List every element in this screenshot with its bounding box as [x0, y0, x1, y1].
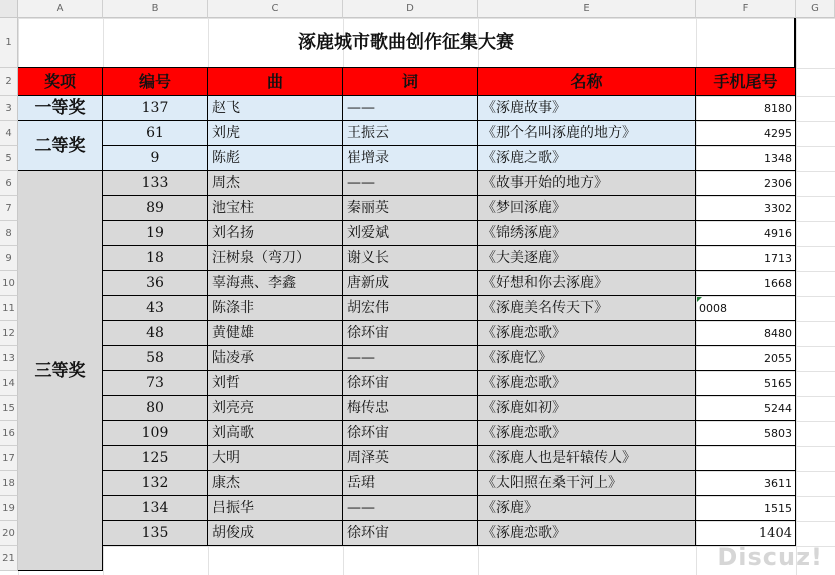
entry-name[interactable]: 《大美逐鹿》	[478, 246, 696, 271]
row-header-5[interactable]: 5	[0, 146, 18, 171]
entry-number[interactable]: 89	[103, 196, 208, 221]
entry-number[interactable]: 61	[103, 121, 208, 146]
row-header-17[interactable]: 17	[0, 446, 18, 471]
entry-name[interactable]: 《太阳照在桑干河上》	[478, 471, 696, 496]
entry-name[interactable]: 《涿鹿恋歌》	[478, 371, 696, 396]
entry-music[interactable]: 刘名扬	[208, 221, 343, 246]
entry-name[interactable]: 《涿鹿恋歌》	[478, 321, 696, 346]
entry-name[interactable]: 《涿鹿恋歌》	[478, 421, 696, 446]
entry-number[interactable]: 18	[103, 246, 208, 271]
entry-music[interactable]: 康杰	[208, 471, 343, 496]
row-header-8[interactable]: 8	[0, 221, 18, 246]
entry-phone[interactable]: 1404	[696, 521, 796, 546]
entry-phone[interactable]: 1348	[696, 146, 796, 171]
entry-music[interactable]: 胡俊成	[208, 521, 343, 546]
entry-name[interactable]: 《涿鹿之歌》	[478, 146, 696, 171]
phone-header[interactable]: 手机尾号	[696, 68, 796, 96]
entry-lyrics[interactable]: ——	[343, 171, 478, 196]
entry-lyrics[interactable]: 崔增录	[343, 146, 478, 171]
entry-music[interactable]: 陈涤非	[208, 296, 343, 321]
award-third[interactable]: 三等奖	[18, 171, 103, 571]
row-header-7[interactable]: 7	[0, 196, 18, 221]
entry-name[interactable]: 《涿鹿恋歌》	[478, 521, 696, 546]
entry-phone[interactable]: 5244	[696, 396, 796, 421]
entry-number[interactable]: 109	[103, 421, 208, 446]
select-all-corner[interactable]	[0, 0, 18, 18]
row-header-19[interactable]: 19	[0, 496, 18, 521]
entry-lyrics[interactable]: 徐环宙	[343, 421, 478, 446]
watermark: Discuz!	[717, 543, 823, 571]
column-header-F[interactable]: F	[696, 0, 796, 18]
entry-lyrics[interactable]: ——	[343, 96, 478, 121]
entry-phone[interactable]: 8180	[696, 96, 796, 121]
row-header-13[interactable]: 13	[0, 346, 18, 371]
entry-lyrics[interactable]: 刘爱斌	[343, 221, 478, 246]
entry-number[interactable]: 134	[103, 496, 208, 521]
entry-music[interactable]: 辜海燕、李鑫	[208, 271, 343, 296]
entry-phone[interactable]: 3611	[696, 471, 796, 496]
lyrics-header[interactable]: 词	[343, 68, 478, 96]
entry-lyrics[interactable]: 唐新成	[343, 271, 478, 296]
row-header-12[interactable]: 12	[0, 321, 18, 346]
row-header-1[interactable]: 1	[0, 18, 18, 68]
award-second[interactable]: 二等奖	[18, 121, 103, 171]
entry-number[interactable]: 137	[103, 96, 208, 121]
comment-indicator-icon	[697, 297, 702, 302]
entry-phone[interactable]: 8480	[696, 321, 796, 346]
entry-phone[interactable]: 4295	[696, 121, 796, 146]
row-header-20[interactable]: 20	[0, 521, 18, 546]
gridline	[18, 546, 835, 547]
column-header-E[interactable]: E	[478, 0, 696, 18]
award-first[interactable]: 一等奖	[18, 96, 103, 121]
entry-number[interactable]: 125	[103, 446, 208, 471]
entry-lyrics[interactable]: 胡宏伟	[343, 296, 478, 321]
row-header-11[interactable]: 11	[0, 296, 18, 321]
entry-lyrics[interactable]: 梅传忠	[343, 396, 478, 421]
row-header-10[interactable]: 10	[0, 271, 18, 296]
row-header-14[interactable]: 14	[0, 371, 18, 396]
number-header[interactable]: 编号	[103, 68, 208, 96]
entry-number[interactable]: 58	[103, 346, 208, 371]
page-title[interactable]: 涿鹿城市歌曲创作征集大赛	[18, 18, 796, 68]
entry-name[interactable]: 《涿鹿》	[478, 496, 696, 521]
award-header[interactable]: 奖项	[18, 68, 103, 96]
row-header-15[interactable]: 15	[0, 396, 18, 421]
entry-number[interactable]: 80	[103, 396, 208, 421]
entry-number[interactable]: 73	[103, 371, 208, 396]
row-header-9[interactable]: 9	[0, 246, 18, 271]
entry-name[interactable]: 《梦回涿鹿》	[478, 196, 696, 221]
entry-phone[interactable]: 5165	[696, 371, 796, 396]
entry-music[interactable]: 周杰	[208, 171, 343, 196]
entry-name[interactable]: 《那个名叫涿鹿的地方》	[478, 121, 696, 146]
entry-music[interactable]: 汪树泉（弯刀）	[208, 246, 343, 271]
entry-name[interactable]: 《涿鹿故事》	[478, 96, 696, 121]
entry-music[interactable]: 陆凌承	[208, 346, 343, 371]
entry-music[interactable]: 刘亮亮	[208, 396, 343, 421]
entry-music[interactable]: 陈彪	[208, 146, 343, 171]
entry-name[interactable]: 《锦绣涿鹿》	[478, 221, 696, 246]
entry-number[interactable]: 43	[103, 296, 208, 321]
entry-lyrics[interactable]: 岳珺	[343, 471, 478, 496]
entry-phone[interactable]: 3302	[696, 196, 796, 221]
entry-name[interactable]: 《涿鹿如初》	[478, 396, 696, 421]
entry-name[interactable]: 《故事开始的地方》	[478, 171, 696, 196]
entry-phone[interactable]: 4916	[696, 221, 796, 246]
entry-lyrics[interactable]: 徐环宙	[343, 521, 478, 546]
entry-phone[interactable]: 1668	[696, 271, 796, 296]
row-header-21[interactable]: 21	[0, 546, 18, 571]
column-header-B[interactable]: B	[103, 0, 208, 18]
entry-number[interactable]: 133	[103, 171, 208, 196]
entry-lyrics[interactable]: ——	[343, 496, 478, 521]
entry-name[interactable]: 《涿鹿人也是轩辕传人》	[478, 446, 696, 471]
entry-lyrics[interactable]: 秦丽英	[343, 196, 478, 221]
entry-name[interactable]: 《好想和你去涿鹿》	[478, 271, 696, 296]
row-header-16[interactable]: 16	[0, 421, 18, 446]
entry-lyrics[interactable]: 王振云	[343, 121, 478, 146]
entry-lyrics[interactable]: ——	[343, 346, 478, 371]
entry-lyrics[interactable]: 谢义长	[343, 246, 478, 271]
entry-name[interactable]: 《涿鹿美名传天下》	[478, 296, 696, 321]
entry-name[interactable]: 《涿鹿忆》	[478, 346, 696, 371]
row-header-6[interactable]: 6	[0, 171, 18, 196]
entry-number[interactable]: 132	[103, 471, 208, 496]
entry-phone[interactable]: 5803	[696, 421, 796, 446]
column-header-A[interactable]: A	[18, 0, 103, 18]
row-header-4[interactable]: 4	[0, 121, 18, 146]
entry-music[interactable]: 赵飞	[208, 96, 343, 121]
row-header-3[interactable]: 3	[0, 96, 18, 121]
entry-music[interactable]: 刘高歌	[208, 421, 343, 446]
column-header-D[interactable]: D	[343, 0, 478, 18]
entry-music[interactable]: 黄健雄	[208, 321, 343, 346]
entry-lyrics[interactable]: 周泽英	[343, 446, 478, 471]
entry-music[interactable]: 池宝柱	[208, 196, 343, 221]
entry-number[interactable]: 48	[103, 321, 208, 346]
entry-phone[interactable]: 2306	[696, 171, 796, 196]
entry-number[interactable]: 36	[103, 271, 208, 296]
row-header-18[interactable]: 18	[0, 471, 18, 496]
entry-phone[interactable]: 1713	[696, 246, 796, 271]
entry-music[interactable]: 吕振华	[208, 496, 343, 521]
entry-phone[interactable]: 1515	[696, 496, 796, 521]
entry-phone[interactable]: 2055	[696, 346, 796, 371]
name-header[interactable]: 名称	[478, 68, 696, 96]
column-header-C[interactable]: C	[208, 0, 343, 18]
entry-music[interactable]: 大明	[208, 446, 343, 471]
music-header[interactable]: 曲	[208, 68, 343, 96]
entry-lyrics[interactable]: 徐环宙	[343, 321, 478, 346]
entry-number[interactable]: 135	[103, 521, 208, 546]
column-header-G[interactable]: G	[796, 0, 835, 18]
entry-music[interactable]: 刘哲	[208, 371, 343, 396]
entry-number[interactable]: 19	[103, 221, 208, 246]
entry-phone[interactable]: 0008	[696, 296, 796, 321]
row-header-2[interactable]: 2	[0, 68, 18, 96]
entry-phone[interactable]	[696, 446, 796, 471]
entry-number[interactable]: 9	[103, 146, 208, 171]
entry-lyrics[interactable]: 徐环宙	[343, 371, 478, 396]
entry-music[interactable]: 刘虎	[208, 121, 343, 146]
